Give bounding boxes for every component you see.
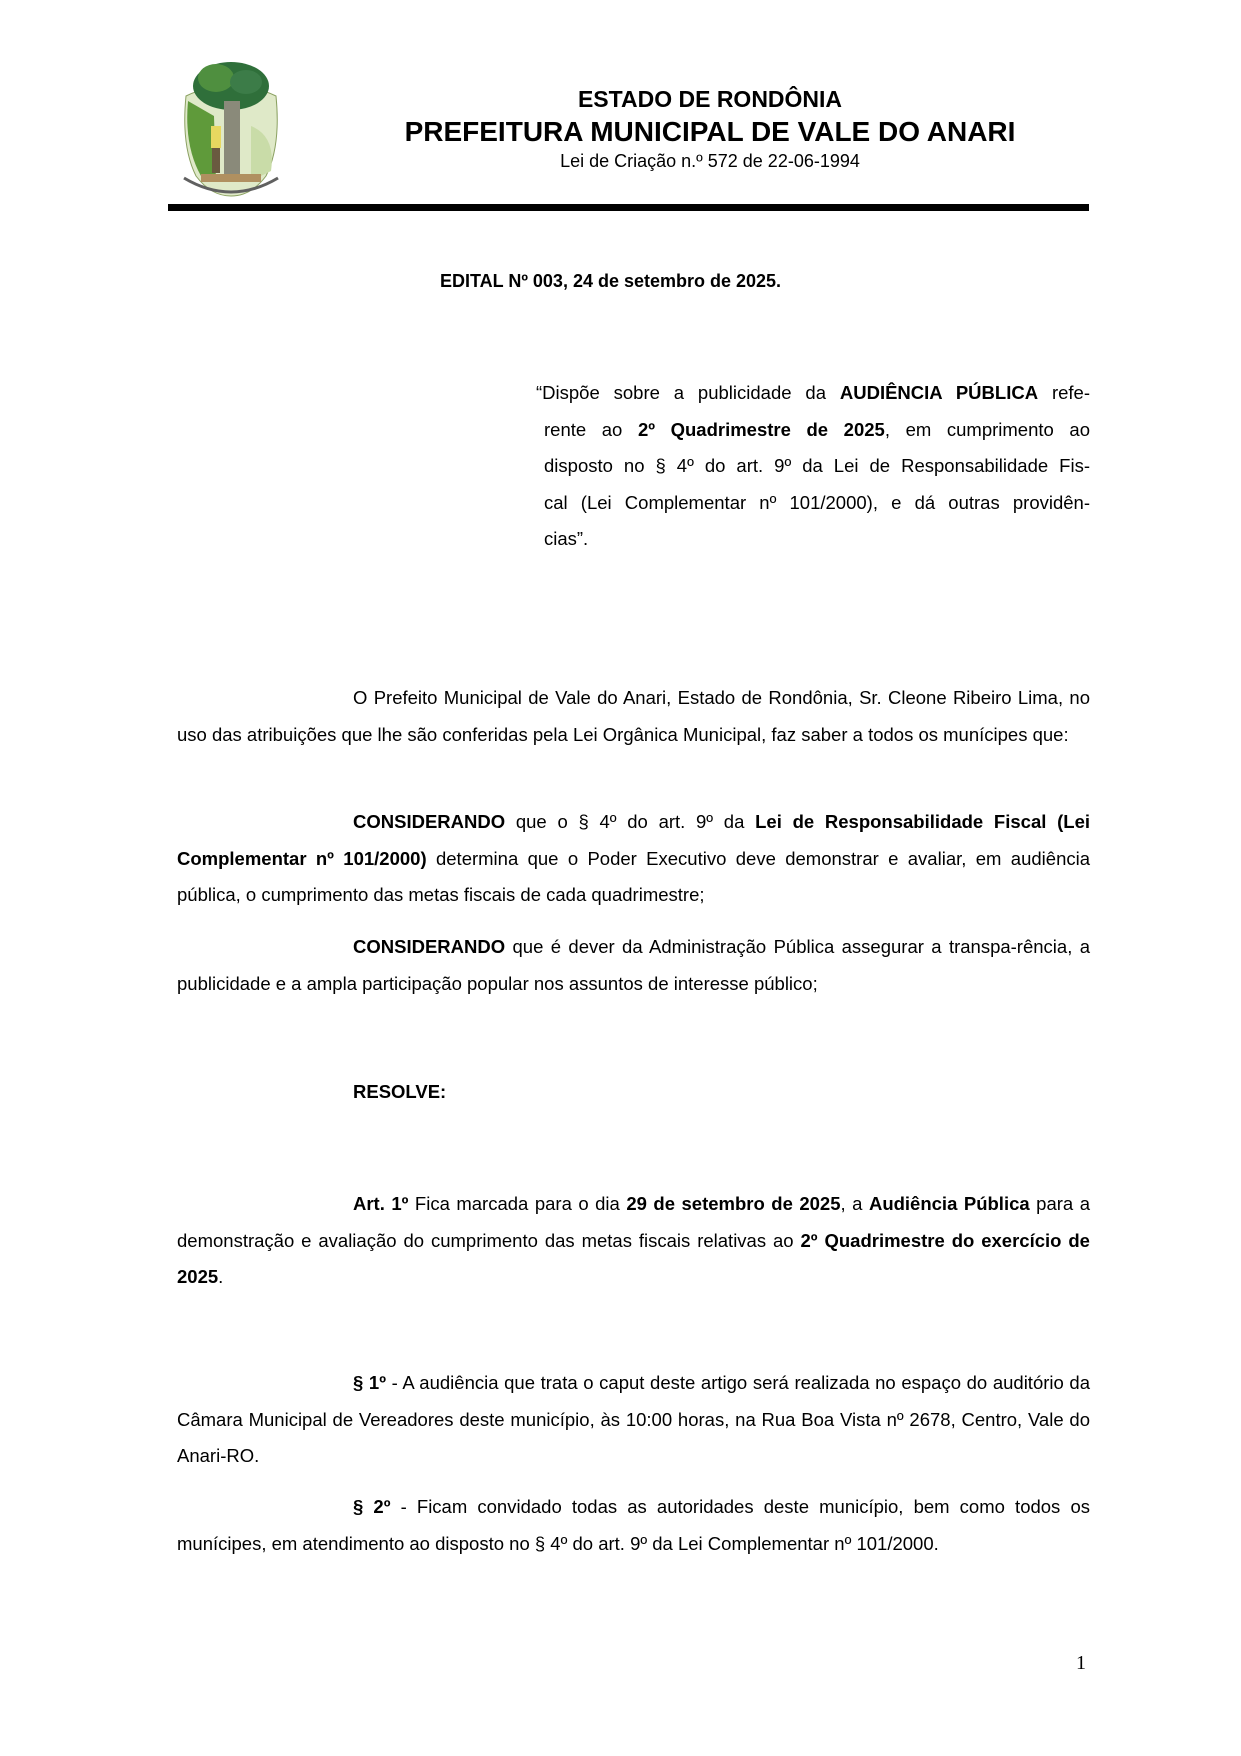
coat-of-arms-icon xyxy=(176,56,286,206)
considerando-paragraph-2: CONSIDERANDO que é dever da Administração Pública assegurar a transpa-rência, a publicidade e a ampla participação popular nos assuntos de interesse público; xyxy=(177,936,1090,994)
header-creation-law: Lei de Criação n.º 572 de 22-06-1994 xyxy=(560,151,860,171)
ementa-line: disposto no § 4º do art. 9º da Lei de Responsabilidade Fis- xyxy=(544,455,1090,476)
considerando-paragraph-1: CONSIDERANDO que o § 4º do art. 9º da Lei de Responsabilidade Fiscal (Lei Complementar nº 101/2000) determina que o Poder Executivo deve demonstrar e avaliar, em audiência pública, o cumprimento das metas fiscais de cada quadrimestre; xyxy=(177,811,1091,905)
ementa-line: cal (Lei Complementar nº 101/2000), e dá outras providên- xyxy=(544,491,1090,513)
paragraph-2: § 2º - Ficam convidado todas as autoridades deste município, bem como todos os munícipes, em atendimento ao disposto no § 4º do art. 9º da Lei Complementar nº 101/2000. xyxy=(177,1496,1090,1554)
preamble-paragraph: O Prefeito Municipal de Vale do Anari, Estado de Rondônia, Sr. Cleone Ribeiro Lima, no uso das atribuições que lhe são conferidas pela Lei Orgânica Municipal, faz saber a todos os munícipes que: xyxy=(177,687,1090,745)
article-1: Art. 1º Fica marcada para o dia 29 de setembro de 2025, a Audiência Pública para a demonstração e avaliação do cumprimento das metas fiscais relativas ao 2º Quadrimestre do exercício de 2025. xyxy=(177,1193,1090,1287)
ementa xyxy=(530,375,1090,558)
ementa-line: “Dispõe sobre a publicidade da AUDIÊNCIA PÚBLICA refe- xyxy=(536,382,1090,403)
header-divider xyxy=(168,204,1089,211)
ementa-line: cias”. xyxy=(544,528,589,549)
header-municipality: PREFEITURA MUNICIPAL DE VALE DO ANARI xyxy=(404,116,1016,147)
page-number: 1 xyxy=(1076,1652,1086,1674)
ementa-line: rente ao 2º Quadrimestre de 2025, em cumprimento ao xyxy=(544,418,1090,440)
paragraph-1: § 1º - A audiência que trata o caput deste artigo será realizada no espaço do auditório da Câmara Municipal de Vereadores deste município, às 10:00 horas, na Rua Boa Vista nº 2678, Centro, Vale do Anari-RO. xyxy=(177,1372,1090,1466)
resolve-heading: RESOLVE: xyxy=(353,1081,447,1102)
document-title: EDITAL Nº 003, 24 de setembro de 2025. xyxy=(440,271,782,291)
header-state: ESTADO DE RONDÔNIA xyxy=(577,86,843,112)
